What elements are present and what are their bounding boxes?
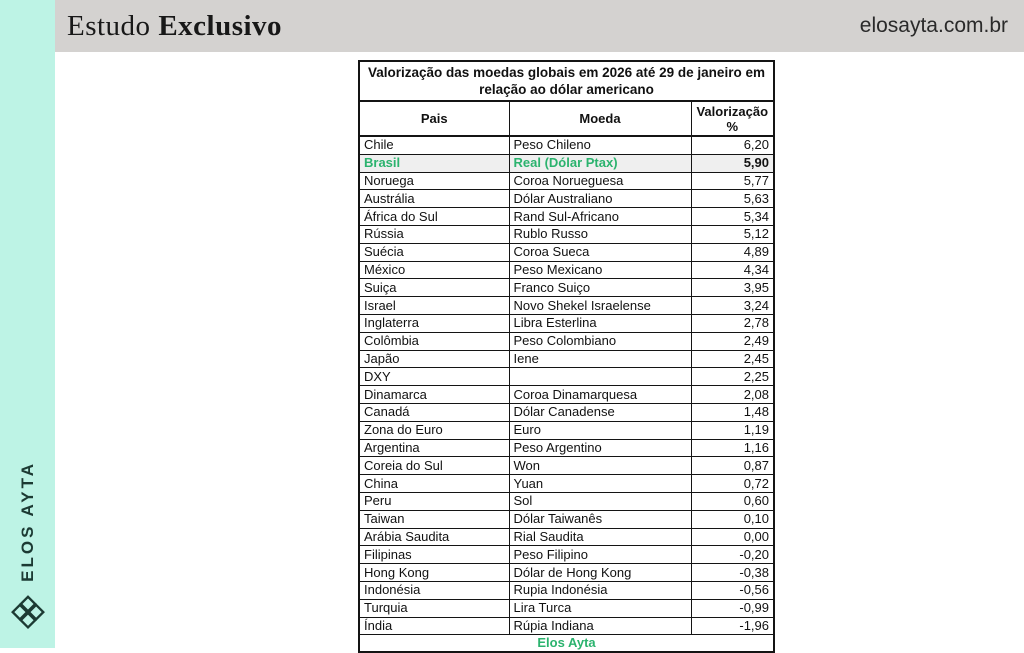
- cell-moeda: Rúpia Indiana: [509, 617, 691, 635]
- cell-valorizacao: 3,95: [691, 279, 774, 297]
- masthead-regular: Estudo: [67, 9, 151, 42]
- cell-moeda: Peso Filipino: [509, 546, 691, 564]
- cell-valorizacao: 2,45: [691, 350, 774, 368]
- cell-moeda: Coroa Norueguesa: [509, 172, 691, 190]
- cell-pais: Hong Kong: [359, 564, 509, 582]
- cell-pais: Japão: [359, 350, 509, 368]
- cell-valorizacao: 0,00: [691, 528, 774, 546]
- cell-pais: Indonésia: [359, 581, 509, 599]
- cell-moeda: Dólar Australiano: [509, 190, 691, 208]
- table-row: [359, 279, 774, 297]
- table-row: [359, 332, 774, 350]
- cell-valorizacao: 5,77: [691, 172, 774, 190]
- table-row: [359, 243, 774, 261]
- cell-pais: Rússia: [359, 225, 509, 243]
- cell-valorizacao: 2,25: [691, 368, 774, 386]
- table-row: [359, 403, 774, 421]
- table-row: [359, 617, 774, 635]
- table-row: [359, 225, 774, 243]
- table-row: [359, 154, 774, 172]
- topbar: [55, 0, 1024, 52]
- table-source: Elos Ayta: [359, 635, 774, 653]
- cell-valorizacao: -0,38: [691, 564, 774, 582]
- site-url: elosayta.com.br: [859, 14, 1008, 37]
- cell-moeda: Coroa Dinamarquesa: [509, 386, 691, 404]
- cell-valorizacao: 4,34: [691, 261, 774, 279]
- cell-pais: Arábia Saudita: [359, 528, 509, 546]
- cell-valorizacao: 0,87: [691, 457, 774, 475]
- table-row: [359, 546, 774, 564]
- table-footer-row: [359, 635, 774, 653]
- cell-pais: Brasil: [359, 154, 509, 172]
- table-row: [359, 314, 774, 332]
- cell-pais: Coreia do Sul: [359, 457, 509, 475]
- column-header-pais: Pais: [359, 101, 509, 136]
- table-row: [359, 136, 774, 154]
- table-title-row: [359, 61, 774, 101]
- table-row: [359, 421, 774, 439]
- cell-pais: Taiwan: [359, 510, 509, 528]
- cell-moeda: Lira Turca: [509, 599, 691, 617]
- cell-moeda: Rial Saudita: [509, 528, 691, 546]
- cell-pais: Turquia: [359, 599, 509, 617]
- cell-pais: China: [359, 475, 509, 493]
- column-header-moeda: Moeda: [509, 101, 691, 136]
- cell-moeda: [509, 368, 691, 386]
- cell-moeda: Libra Esterlina: [509, 314, 691, 332]
- cell-pais: México: [359, 261, 509, 279]
- table-row: [359, 492, 774, 510]
- cell-moeda: Rupia Indonésia: [509, 581, 691, 599]
- cell-valorizacao: 1,48: [691, 403, 774, 421]
- cell-moeda: Franco Suiço: [509, 279, 691, 297]
- cell-pais: Argentina: [359, 439, 509, 457]
- table-title: [359, 61, 774, 101]
- cell-pais: Noruega: [359, 172, 509, 190]
- cell-valorizacao: -0,99: [691, 599, 774, 617]
- table-header-row: [359, 101, 774, 136]
- cell-pais: Colômbia: [359, 332, 509, 350]
- cell-moeda: Peso Argentino: [509, 439, 691, 457]
- table-row: [359, 190, 774, 208]
- table-row: [359, 599, 774, 617]
- cell-moeda: Real (Dólar Ptax): [509, 154, 691, 172]
- cell-moeda: Iene: [509, 350, 691, 368]
- cell-moeda: Euro: [509, 421, 691, 439]
- cell-pais: Chile: [359, 136, 509, 154]
- cell-moeda: Dólar Canadense: [509, 403, 691, 421]
- table-title-line1: Valorização das moedas globais em 2026 até 29 de janeiro em: [368, 65, 765, 80]
- cell-valorizacao: -0,20: [691, 546, 774, 564]
- cell-pais: Austrália: [359, 190, 509, 208]
- cell-pais: Suiça: [359, 279, 509, 297]
- cell-moeda: Dólar Taiwanês: [509, 510, 691, 528]
- cell-pais: Dinamarca: [359, 386, 509, 404]
- table-row: [359, 528, 774, 546]
- cell-valorizacao: 2,49: [691, 332, 774, 350]
- cell-pais: África do Sul: [359, 208, 509, 226]
- sidebar-brand-text: ELOS AYTA: [17, 461, 37, 582]
- cell-pais: Suécia: [359, 243, 509, 261]
- cell-valorizacao: 4,89: [691, 243, 774, 261]
- cell-moeda: Won: [509, 457, 691, 475]
- cell-moeda: Novo Shekel Israelense: [509, 297, 691, 315]
- cell-moeda: Rublo Russo: [509, 225, 691, 243]
- column-header-valorizacao: Valorização %: [691, 101, 774, 136]
- cell-valorizacao: 5,12: [691, 225, 774, 243]
- table-row: [359, 350, 774, 368]
- cell-valorizacao: 2,78: [691, 314, 774, 332]
- table-row: [359, 439, 774, 457]
- cell-valorizacao: -0,56: [691, 581, 774, 599]
- cell-pais: Israel: [359, 297, 509, 315]
- cell-valorizacao: 1,19: [691, 421, 774, 439]
- table-row: [359, 457, 774, 475]
- cell-valorizacao: 0,60: [691, 492, 774, 510]
- cell-pais: Canadá: [359, 403, 509, 421]
- cell-valorizacao: 5,90: [691, 154, 774, 172]
- cell-valorizacao: 0,10: [691, 510, 774, 528]
- table-row: [359, 208, 774, 226]
- masthead-bold: Exclusivo: [158, 9, 283, 42]
- table-row: [359, 386, 774, 404]
- cell-valorizacao: -1,96: [691, 617, 774, 635]
- masthead-title: [67, 10, 282, 43]
- cell-moeda: Rand Sul-Africano: [509, 208, 691, 226]
- table-row: [359, 368, 774, 386]
- cell-valorizacao: 6,20: [691, 136, 774, 154]
- cell-pais: DXY: [359, 368, 509, 386]
- table-title-line2: relação ao dólar americano: [479, 82, 654, 97]
- cell-pais: Zona do Euro: [359, 421, 509, 439]
- cell-valorizacao: 5,34: [691, 208, 774, 226]
- table-row: [359, 475, 774, 493]
- cell-valorizacao: 3,24: [691, 297, 774, 315]
- cell-valorizacao: 2,08: [691, 386, 774, 404]
- table-row: [359, 172, 774, 190]
- cell-valorizacao: 0,72: [691, 475, 774, 493]
- cell-moeda: Yuan: [509, 475, 691, 493]
- lattice-diamond-icon: [10, 592, 46, 634]
- cell-valorizacao: 5,63: [691, 190, 774, 208]
- cell-pais: Filipinas: [359, 546, 509, 564]
- sidebar: [0, 0, 55, 648]
- table-row: [359, 261, 774, 279]
- table-head: [359, 61, 774, 136]
- cell-moeda: Peso Colombiano: [509, 332, 691, 350]
- currency-table: [358, 60, 775, 653]
- cell-moeda: Peso Mexicano: [509, 261, 691, 279]
- cell-moeda: Dólar de Hong Kong: [509, 564, 691, 582]
- cell-pais: Índia: [359, 617, 509, 635]
- cell-valorizacao: 1,16: [691, 439, 774, 457]
- cell-pais: Inglaterra: [359, 314, 509, 332]
- table-row: [359, 510, 774, 528]
- cell-moeda: Coroa Sueca: [509, 243, 691, 261]
- cell-moeda: Sol: [509, 492, 691, 510]
- table-row: [359, 297, 774, 315]
- cell-pais: Peru: [359, 492, 509, 510]
- table-foot: [359, 635, 774, 653]
- currency-table-wrap: [358, 60, 773, 653]
- table-row: [359, 564, 774, 582]
- cell-moeda: Peso Chileno: [509, 136, 691, 154]
- table-row: [359, 581, 774, 599]
- table-body: [359, 136, 774, 635]
